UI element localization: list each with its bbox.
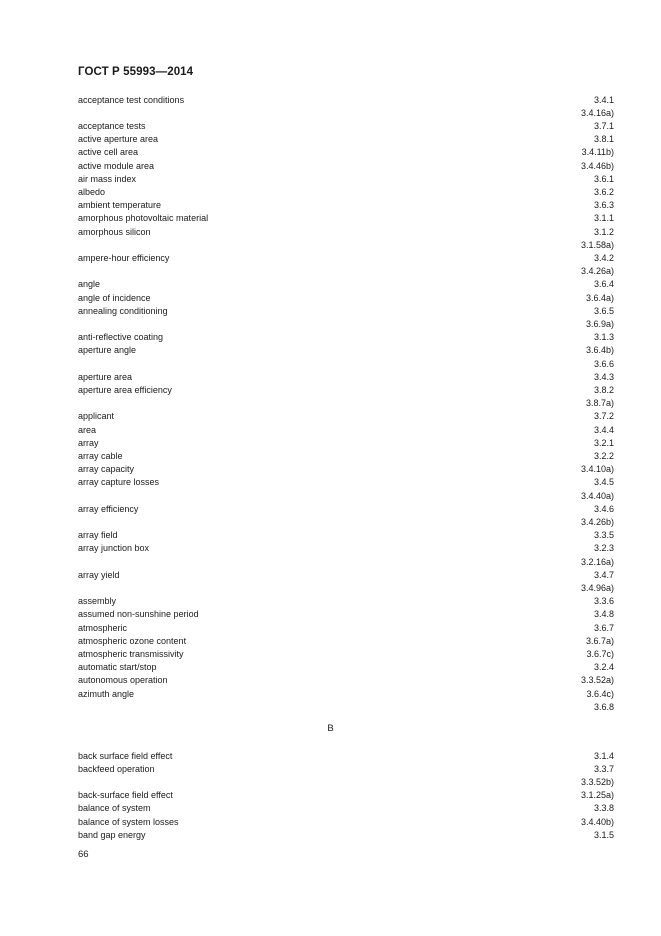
clause-reference: 3.3.8 [593,803,614,814]
index-term: acceptance test conditions [78,94,185,105]
index-term: ampere-hour efficiency [78,252,170,263]
clause-reference: 3.1.25a) [580,790,614,801]
index-entry-line [78,424,614,437]
index-term: amorphous silicon [78,226,151,237]
index-term: active aperture area [78,134,159,145]
index-term: albedo [78,186,106,197]
clause-reference: 3.6.4b) [585,345,614,356]
index-entry-line [78,331,614,344]
index-entry-line [78,688,614,701]
index-entry-line [78,199,614,212]
clause-reference: 3.1.4 [593,750,614,761]
clause-reference: 3.6.5 [593,305,614,316]
clause-reference: 3.6.7 [593,622,614,633]
index-entry-line [78,94,614,107]
index-term: band gap energy [78,829,146,840]
index-term: assembly [78,596,117,607]
clause-reference: 3.3.6 [593,596,614,607]
clause-reference: 3.4.40a) [580,490,614,501]
clause-reference: 3.8.7a) [585,398,614,409]
clause-reference: 3.7.2 [593,411,614,422]
index-term: atmospheric ozone content [78,635,187,646]
index-term: array efficiency [78,503,139,514]
index-entry-line [78,252,614,265]
index-entry-line [78,239,614,252]
index-entry-line [78,674,614,687]
index-entry-line [78,107,614,120]
index-entry-line [78,305,614,318]
clause-reference: 3.8.2 [593,384,614,395]
clause-reference: 3.4.7 [593,569,614,580]
index-entry-line [78,226,614,239]
clause-reference: 3.6.7a) [585,635,614,646]
clause-reference: 3.4.16a) [580,107,614,118]
clause-reference: 3.6.4 [593,279,614,290]
index-entry-line [78,371,614,384]
clause-reference: 3.2.3 [593,543,614,554]
index-term: back surface field effect [78,750,173,761]
clause-reference: 3.6.7c) [586,648,614,659]
index-term: autonomous operation [78,675,168,686]
index-entry-line [78,212,614,225]
index-entry-line [78,661,614,674]
index-entry-line [78,569,614,582]
index-term: automatic start/stop [78,662,157,673]
index-entry-line [78,146,614,159]
clause-reference: 3.3.5 [593,530,614,541]
index-term: angle [78,279,101,290]
clause-reference: 3.3.52b) [580,776,614,787]
index-term: balance of system losses [78,816,179,827]
index-entry-line [78,344,614,357]
index-entry-line [78,397,614,410]
index-term: aperture angle [78,345,137,356]
index-term: atmospheric transmissivity [78,648,184,659]
clause-reference: 3.2.16a) [580,556,614,567]
index-entry-line [78,529,614,542]
index-entry-line [78,503,614,516]
index-term: array yield [78,569,120,580]
clause-reference: 3.4.96a) [580,582,614,593]
index-entry-line [78,133,614,146]
index-term: array junction box [78,543,150,554]
index-entry-line [78,789,614,802]
clause-reference: 3.1.1 [593,213,614,224]
clause-reference: 3.8.1 [593,134,614,145]
index-entry-line [78,542,614,555]
page-number: 66 [78,849,89,860]
clause-reference: 3.6.9a) [585,318,614,329]
index-term: anti-reflective coating [78,332,164,343]
clause-reference: 3.3.52a) [580,675,614,686]
index-entry-line [78,463,614,476]
index-entry-line [78,582,614,595]
document-header: ГОСТ Р 55993—2014 [78,66,194,78]
index-term: applicant [78,411,115,422]
clause-reference: 3.6.8 [593,701,614,712]
index-term: back-surface field effect [78,790,173,801]
clause-reference: 3.4.40b) [580,816,614,827]
index-entry-line [78,776,614,789]
index-entry-line [78,120,614,133]
clause-reference: 3.4.4 [593,424,614,435]
index-entry-line [78,595,614,608]
index-entry-line [78,648,614,661]
index-term: ambient temperature [78,200,162,211]
section-letter-b: B [327,723,334,734]
index-entry-line [78,476,614,489]
index-term: backfeed operation [78,763,155,774]
index-term: amorphous photovoltaic material [78,213,209,224]
index-entry-line [78,384,614,397]
clause-reference: 3.6.3 [593,200,614,211]
index-term: atmospheric [78,622,128,633]
index-term: acceptance tests [78,120,146,131]
index-term: area [78,424,97,435]
index-entry-line [78,802,614,815]
index-entry-line [78,265,614,278]
index-term: azimuth angle [78,688,135,699]
index-entry-line [78,829,614,842]
index-entry-line [78,358,614,371]
clause-reference: 3.1.5 [593,829,614,840]
index-entry-line [78,450,614,463]
index-entry-line [78,816,614,829]
index-entry-line [78,173,614,186]
clause-reference: 3.6.2 [593,186,614,197]
index-entry-line [78,160,614,173]
index-term: aperture area [78,371,133,382]
index-term: active module area [78,160,155,171]
index-entry-line [78,556,614,569]
index-term: angle of incidence [78,292,151,303]
clause-reference: 3.4.1 [593,94,614,105]
index-entry-line [78,186,614,199]
index-term: annealing conditioning [78,305,168,316]
clause-reference: 3.4.6 [593,503,614,514]
clause-reference: 3.2.4 [593,662,614,673]
clause-reference: 3.1.2 [593,226,614,237]
clause-reference: 3.6.4c) [586,688,614,699]
index-entry-line [78,750,614,763]
index-entry-line [78,635,614,648]
index-term: air mass index [78,173,137,184]
index-entry-line [78,608,614,621]
clause-reference: 3.4.2 [593,252,614,263]
clause-reference: 3.6.6 [593,358,614,369]
index-term: assumed non-sunshine period [78,609,199,620]
index-entry-line [78,763,614,776]
index-term: balance of system [78,803,151,814]
clause-reference: 3.1.58a) [580,239,614,250]
clause-reference: 3.2.1 [593,437,614,448]
index-term: array capacity [78,464,135,475]
clause-reference: 3.6.1 [593,173,614,184]
index-term: active cell area [78,147,139,158]
clause-reference: 3.4.11b) [581,147,614,158]
index-term: array cable [78,450,123,461]
clause-reference: 3.4.10a) [580,464,614,475]
index-entry-line [78,410,614,423]
index-entry-line [78,292,614,305]
index-entry-line [78,490,614,503]
index-term: array [78,437,99,448]
index-term: array field [78,530,118,541]
clause-reference: 3.4.26a) [580,266,614,277]
clause-reference: 3.4.3 [593,371,614,382]
index-term: aperture area efficiency [78,384,172,395]
index-entry-line [78,318,614,331]
clause-reference: 3.3.7 [593,763,614,774]
index-term: array capture losses [78,477,160,488]
index-entry-line [78,278,614,291]
index-entry-line [78,437,614,450]
clause-reference: 3.4.26b) [580,516,614,527]
index-entry-line [78,701,614,714]
clause-reference: 3.6.4a) [585,292,614,303]
clause-reference: 3.2.2 [593,450,614,461]
index-entry-line [78,516,614,529]
clause-reference: 3.1.3 [593,332,614,343]
clause-reference: 3.4.46b) [580,160,614,171]
clause-reference: 3.4.8 [593,609,614,620]
clause-reference: 3.7.1 [593,120,614,131]
index-entry-line [78,622,614,635]
clause-reference: 3.4.5 [593,477,614,488]
